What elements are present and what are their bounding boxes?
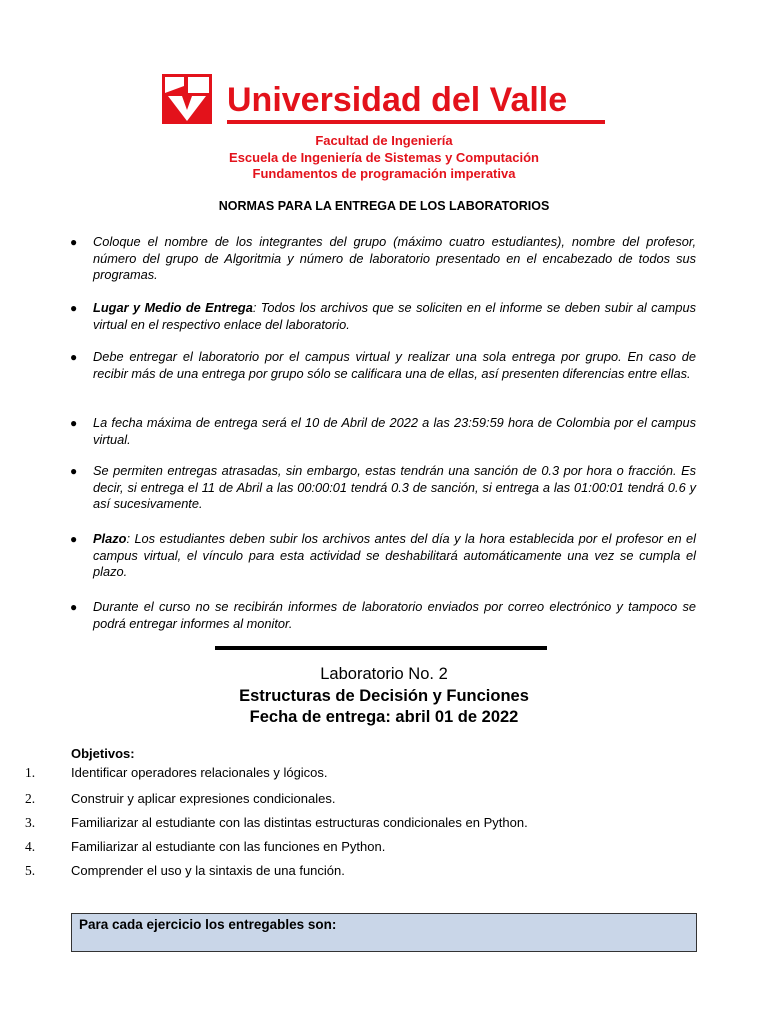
course-name: Fundamentos de programación imperativa <box>252 166 516 181</box>
objective-number: 2. <box>25 791 36 806</box>
rule-text: La fecha máxima de entrega será el 10 de Abril de 2022 a las 23:59:59 hora de Colombia por el campus virtual. <box>93 415 696 447</box>
rule-text: Debe entregar el laboratorio por el campus virtual y realizar una sola entrega por grupo. En caso de recibir más de una entrega por grupo sólo se calificara una de ellas, así presenten diferencias entre ellas. <box>93 349 696 381</box>
school-name: Escuela de Ingeniería de Sistemas y Computación <box>229 149 539 165</box>
rule-text: Coloque el nombre de los integrantes del grupo (máximo cuatro estudiantes), nombre del profesor, número del grupo de Algoritmia y número de laboratorio presentado en el encabezado de todos sus programas. <box>93 234 696 282</box>
objective-text: Familiarizar al estudiante con las distintas estructuras condicionales en Python. <box>71 815 528 830</box>
lab-number: Laboratorio No. 2 <box>320 665 448 683</box>
univalle-logo-icon <box>162 74 212 124</box>
bullet-icon: ● <box>70 416 78 430</box>
objective-number: 4. <box>25 839 36 854</box>
rule-text: Durante el curso no se recibirán informes de laboratorio enviados por correo electrónico y tampoco se podrá entregar informes al monitor. <box>93 599 696 631</box>
section-divider <box>215 646 547 650</box>
objective-text: Familiarizar al estudiante con las funciones en Python. <box>71 839 386 854</box>
faculty-name: Facultad de Ingeniería <box>315 133 453 148</box>
deliverables-title: Para cada ejercicio los entregables son: <box>79 917 337 932</box>
bullet-icon: ● <box>70 532 78 546</box>
university-name: Universidad del Valle <box>227 81 568 119</box>
university-underline <box>227 120 605 124</box>
objective-number: 5. <box>25 863 36 878</box>
deliverables-box <box>71 913 697 952</box>
rule-text: Plazo: Los estudiantes deben subir los archivos antes del día y la hora establecida por el profesor en el campus virtual, el vínculo para esta actividad se deshabilitará automáticamente una vez se cumpla el plazo. <box>93 531 696 579</box>
lab-topic: Estructuras de Decisión y Funciones <box>239 686 529 705</box>
rule-text: Se permiten entregas atrasadas, sin embargo, estas tendrán una sanción de 0.3 por hora o fracción. Es decir, si entrega el 11 de Abril a las 00:00:01 tendrá 0.3 de sanción, si entrega a las 01:00:01 tendrá 0.6 y así sucesivamente. <box>93 463 696 511</box>
objectives-title: Objetivos: <box>71 746 135 761</box>
lab-title-block <box>0 664 768 729</box>
objective-text: Comprender el uso y la sintaxis de una función. <box>71 863 345 878</box>
rule-text: Lugar y Medio de Entrega: Todos los archivos que se soliciten en el informe se deben subir al campus virtual en el respectivo enlace del laboratorio. <box>93 300 696 332</box>
lab-due-date: Fecha de entrega: abril 01 de 2022 <box>249 708 519 726</box>
university-header <box>162 74 612 126</box>
faculty-block <box>0 133 768 183</box>
bullet-icon: ● <box>70 464 78 478</box>
objective-number: 3. <box>25 815 36 830</box>
bullet-icon: ● <box>70 600 78 614</box>
bullet-icon: ● <box>70 350 78 364</box>
bullet-icon: ● <box>70 235 78 249</box>
rules-title: NORMAS PARA LA ENTREGA DE LOS LABORATORIOS <box>218 199 550 213</box>
objective-text: Identificar operadores relacionales y lógicos. <box>71 765 328 780</box>
bullet-icon: ● <box>70 301 78 315</box>
objective-text: Construir y aplicar expresiones condicionales. <box>71 791 336 806</box>
objective-number: 1. <box>25 765 36 780</box>
